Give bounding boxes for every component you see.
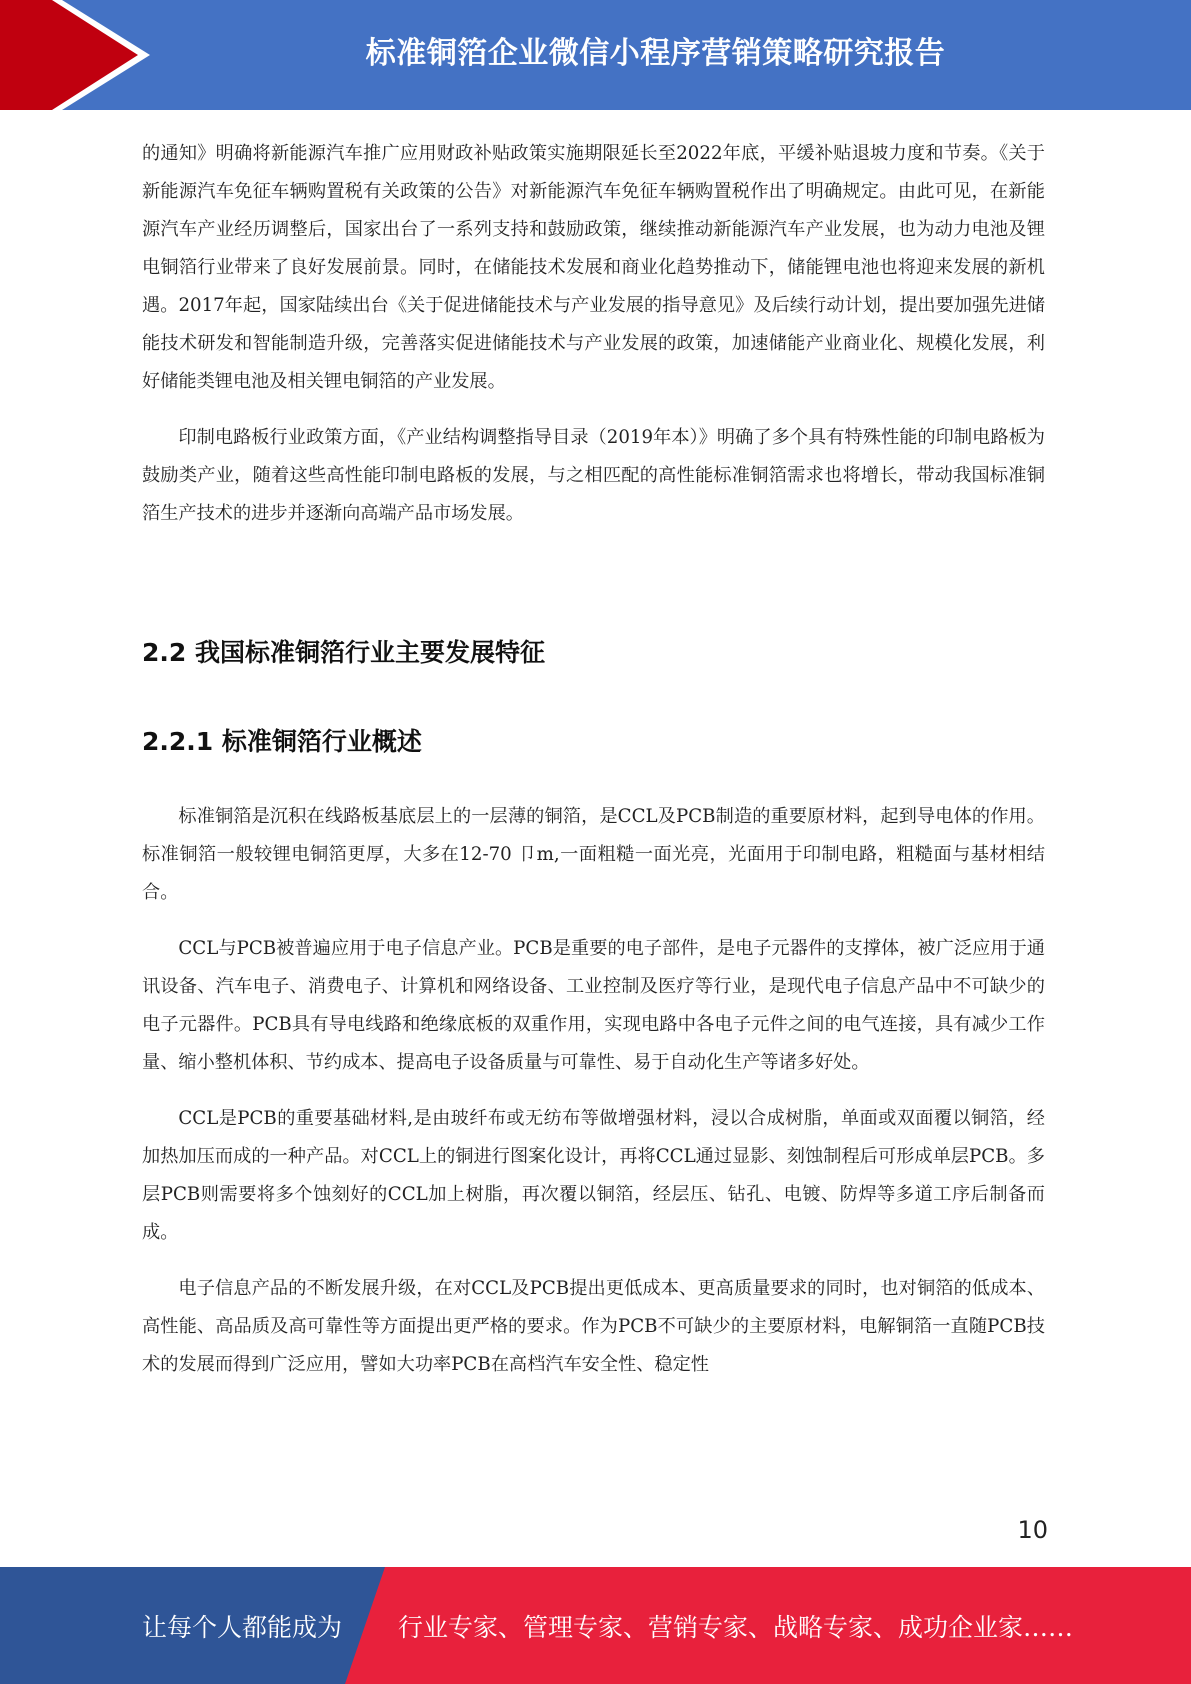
header-arrow-decoration xyxy=(0,0,160,110)
page-footer xyxy=(0,1567,1191,1684)
paragraph-policy-pcb: 印制电路板行业政策方面，《产业结构调整指导目录（2019年本）》明确了多个具有特殊性能的印制电路板为鼓励类产业，随着这些高性能印制电路板的发展，与之相匹配的高性能标准铜箔需求也将增长，带动我国标准铜箔生产技术的进步并逐渐向高端产品市场发展。 xyxy=(142,427,1045,524)
page-content xyxy=(142,135,1045,1384)
paragraph-copper-foil-overview: 标准铜箔是沉积在线路板基底层上的一层薄的铜箔，是CCL及PCB制造的重要原材料，起到导电体的作用。标准铜箔一般较锂电铜箔更厚，大多在12-70 卩m,一面粗糙一面光亮，光面用于印制电路，粗糙面与基材相结合。 xyxy=(142,806,1045,903)
report-title: 标准铜箔企业微信小程序营销策略研究报告 xyxy=(365,36,946,71)
paragraph-policy-nev: 的通知》明确将新能源汽车推广应用财政补贴政策实施期限延长至2022年底，平缓补贴退坡力度和节奏。《关于新能源汽车免征车辆购置税有关政策的公告》对新能源汽车免征车辆购置税作出了明确规定。由此可见，在新能源汽车产业经历调整后，国家出台了一系列支持和鼓励政策，继续推动新能源汽车产业发展，也为动力电池及锂电铜箔行业带来了良好发展前景。同时，在储能技术发展和商业化趋势推动下，储能锂电池也将迎来发展的新机遇。2017年起，国家陆续出台《关于促进储能技术与产业发展的指导意见》及后续行动计划，提出要加强先进储能技术研发和智能制造升级，完善落实促进储能技术与产业发展的政策，加速储能产业商业化、规模化发展，利好储能类锂电池及相关锂电铜箔的产业发展。 xyxy=(142,143,1045,392)
page-number: 10 xyxy=(1017,1516,1048,1544)
section-heading-2-2: 2.2 我国标准铜箔行业主要发展特征 xyxy=(142,638,545,667)
paragraph-ccl-pcb-application: CCL与PCB被普遍应用于电子信息产业。PCB是重要的电子部件，是电子元器件的支撑体，被广泛应用于通讯设备、汽车电子、消费电子、计算机和网络设备、工业控制及医疗等行业，是现代电子信息产品中不可缺少的电子元器件。PCB具有导电线路和绝缘底板的双重作用，实现电路中各电子元件之间的电气连接，具有减少工作量、缩小整机体积、节约成本、提高电子设备质量与可靠性、易于自动化生产等诸多好处。 xyxy=(142,938,1045,1073)
section-heading-2-2-1: 2.2.1 标准铜箔行业概述 xyxy=(142,727,422,756)
footer-slogan-right: 行业专家、管理专家、营销专家、战略专家、成功企业家…… xyxy=(398,1612,1074,1642)
paragraph-ccl-material: CCL是PCB的重要基础材料,是由玻纤布或无纺布等做增强材料，浸以合成树脂，单面或双面覆以铜箔，经加热加压而成的一种产品。对CCL上的铜进行图案化设计，再将CCL通过显影、刻蚀制程后可形成单层PCB。多层PCB则需要将多个蚀刻好的CCL加上树脂，再次覆以铜箔，经层压、钻孔、电镀、防焊等多道工序后制备而成。 xyxy=(142,1108,1045,1243)
page-header xyxy=(0,0,1191,110)
footer-slogan-left: 让每个人都能成为 xyxy=(142,1612,343,1642)
paragraph-electronics-upgrade: 电子信息产品的不断发展升级，在对CCL及PCB提出更低成本、更高质量要求的同时，也对铜箔的低成本、高性能、高品质及高可靠性等方面提出更严格的要求。作为PCB不可缺少的主要原材料，电解铜箔一直随PCB技术的发展而得到广泛应用，譬如大功率PCB在高档汽车安全性、稳定性 xyxy=(142,1278,1045,1375)
